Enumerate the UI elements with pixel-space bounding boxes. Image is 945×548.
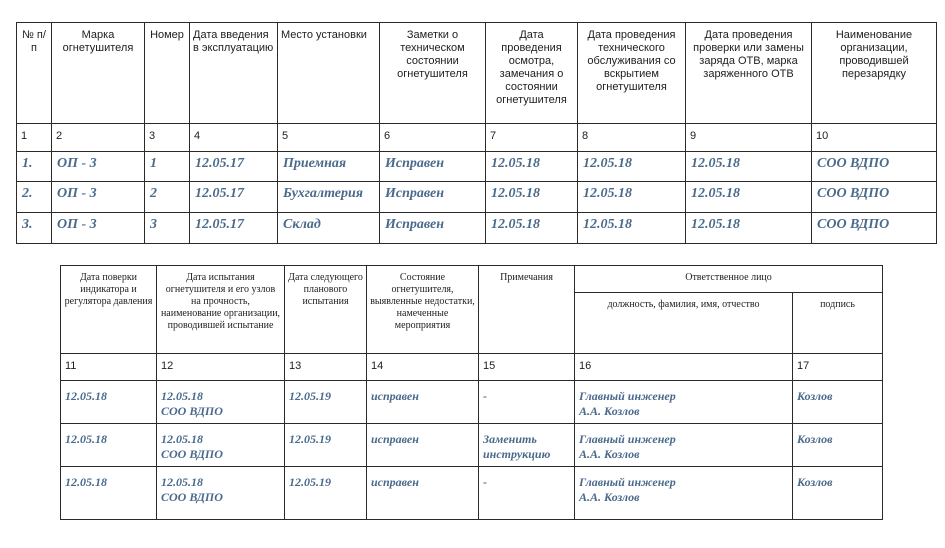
table-cell xyxy=(793,381,883,424)
table-row xyxy=(61,467,883,520)
table-cell: 12.05.18 xyxy=(486,182,578,213)
table-cell xyxy=(367,424,479,467)
column-number: 13 xyxy=(285,354,367,381)
cell-line: А.А. Козлов xyxy=(579,490,640,504)
col-header: подпись xyxy=(793,293,883,354)
inspection-table xyxy=(60,265,883,520)
table-cell: 12.05.17 xyxy=(190,213,278,244)
col-header: Номер xyxy=(145,23,190,124)
col-header: № п/п xyxy=(17,23,52,124)
table-cell xyxy=(157,424,285,467)
table-cell: 2. xyxy=(17,182,52,213)
table-cell: 12.05.18 xyxy=(686,182,812,213)
table-cell: 3. xyxy=(17,213,52,244)
cell-text: 12.05.19 xyxy=(289,389,331,403)
responsible-person-header: Ответственное лицо xyxy=(575,266,883,293)
table-row xyxy=(17,182,937,213)
table-cell: СОО ВДПО xyxy=(812,152,937,182)
table-cell: ОП - 3 xyxy=(52,213,145,244)
col-header: Дата проведения осмотра, замечания о состоянии огнетушителя xyxy=(486,23,578,124)
table-cell xyxy=(575,467,793,520)
column-number: 9 xyxy=(686,124,812,152)
table-cell: 1 xyxy=(145,152,190,182)
table-cell: 2 xyxy=(145,182,190,213)
cell-text: исправен xyxy=(371,389,419,403)
table-cell: Склад xyxy=(278,213,380,244)
table-cell xyxy=(157,467,285,520)
col-header: Дата следующего планового испытания xyxy=(285,266,367,354)
table-cell: СОО ВДПО xyxy=(812,182,937,213)
col-header: Дата проведения проверки или замены заряда ОТВ, марка заряженного ОТВ xyxy=(686,23,812,124)
table-cell: ОП - 3 xyxy=(52,182,145,213)
column-number: 10 xyxy=(812,124,937,152)
table-cell xyxy=(793,467,883,520)
extinguisher-register-table xyxy=(16,22,937,244)
cell-line: Главный инженер xyxy=(579,475,676,489)
cell-text: Козлов xyxy=(797,432,833,446)
column-number: 2 xyxy=(52,124,145,152)
column-number: 3 xyxy=(145,124,190,152)
table-cell: Исправен xyxy=(380,213,486,244)
table-cell: Бухгалтерия xyxy=(278,182,380,213)
cell-line: СОО ВДПО xyxy=(161,447,223,461)
column-number: 5 xyxy=(278,124,380,152)
table-cell xyxy=(479,424,575,467)
cell-text: Козлов xyxy=(797,389,833,403)
column-number: 14 xyxy=(367,354,479,381)
table-cell: Исправен xyxy=(380,152,486,182)
table-cell: 1. xyxy=(17,152,52,182)
table-cell: 12.05.18 xyxy=(686,213,812,244)
cell-text: Козлов xyxy=(797,475,833,489)
table-cell xyxy=(479,381,575,424)
cell-text: 12.05.18 xyxy=(65,432,107,446)
table-cell: 3 xyxy=(145,213,190,244)
table-row xyxy=(61,381,883,424)
table-cell: ОП - 3 xyxy=(52,152,145,182)
column-number: 12 xyxy=(157,354,285,381)
table-cell xyxy=(61,424,157,467)
table-cell: СОО ВДПО xyxy=(812,213,937,244)
cell-line: СОО ВДПО xyxy=(161,490,223,504)
table-cell: 12.05.17 xyxy=(190,182,278,213)
cell-line: Главный инженер xyxy=(579,389,676,403)
cell-line: А.А. Козлов xyxy=(579,404,640,418)
cell-line: - xyxy=(483,389,487,403)
cell-line: А.А. Козлов xyxy=(579,447,640,461)
col-header: должность, фамилия, имя, отчество xyxy=(575,293,793,354)
col-header: Дата поверки индикатора и регулятора давления xyxy=(61,266,157,354)
column-number: 6 xyxy=(380,124,486,152)
table-cell xyxy=(367,467,479,520)
table-cell: 12.05.18 xyxy=(486,152,578,182)
table-cell xyxy=(575,381,793,424)
column-number-row xyxy=(17,124,937,152)
column-number: 11 xyxy=(61,354,157,381)
cell-line: Заменить xyxy=(483,432,537,446)
cell-text: исправен xyxy=(371,432,419,446)
cell-line: инструкцию xyxy=(483,447,551,461)
column-number: 7 xyxy=(486,124,578,152)
table-cell: Исправен xyxy=(380,182,486,213)
cell-line: Главный инженер xyxy=(579,432,676,446)
column-number: 17 xyxy=(793,354,883,381)
table-cell xyxy=(157,381,285,424)
header-row xyxy=(17,23,937,124)
table-cell xyxy=(285,381,367,424)
col-header: Дата проведения технического обслуживания со вскрытием огнетушителя xyxy=(578,23,686,124)
table-cell: 12.05.18 xyxy=(486,213,578,244)
table-cell xyxy=(367,381,479,424)
table-cell: 12.05.18 xyxy=(578,152,686,182)
table-cell: Приемная xyxy=(278,152,380,182)
column-number: 16 xyxy=(575,354,793,381)
table-cell xyxy=(61,467,157,520)
column-number-row xyxy=(61,354,883,381)
table-row xyxy=(17,152,937,182)
cell-line: - xyxy=(483,475,487,489)
col-header: Примечания xyxy=(479,266,575,354)
column-number: 1 xyxy=(17,124,52,152)
cell-text: исправен xyxy=(371,475,419,489)
cell-line: 12.05.18 xyxy=(161,389,203,403)
table-cell xyxy=(575,424,793,467)
table-row xyxy=(61,424,883,467)
column-number: 15 xyxy=(479,354,575,381)
cell-text: 12.05.19 xyxy=(289,432,331,446)
col-header: Дата испытания огнетушителя и его узлов на прочность, наименование организации, проводившей испытание xyxy=(157,266,285,354)
table-cell xyxy=(793,424,883,467)
cell-text: 12.05.18 xyxy=(65,475,107,489)
cell-text: 12.05.19 xyxy=(289,475,331,489)
col-header: Место установки xyxy=(278,23,380,124)
table-cell xyxy=(479,467,575,520)
col-header: Дата введения в эксплуатацию xyxy=(190,23,278,124)
table-cell: 12.05.18 xyxy=(578,213,686,244)
table-cell: 12.05.18 xyxy=(578,182,686,213)
cell-line: 12.05.18 xyxy=(161,475,203,489)
table-cell: 12.05.18 xyxy=(686,152,812,182)
column-number: 8 xyxy=(578,124,686,152)
table-row xyxy=(17,213,937,244)
column-number: 4 xyxy=(190,124,278,152)
table-cell xyxy=(61,381,157,424)
cell-line: СОО ВДПО xyxy=(161,404,223,418)
table-cell xyxy=(285,424,367,467)
col-header: Марка огнетушителя xyxy=(52,23,145,124)
cell-line: 12.05.18 xyxy=(161,432,203,446)
col-header: Наименование организации, проводившей перезарядку xyxy=(812,23,937,124)
table-cell: 12.05.17 xyxy=(190,152,278,182)
col-header: Заметки о техническом состоянии огнетушителя xyxy=(380,23,486,124)
col-header: Состояние огнетушителя, выявленные недостатки, намеченные мероприятия xyxy=(367,266,479,354)
table-cell xyxy=(285,467,367,520)
cell-text: 12.05.18 xyxy=(65,389,107,403)
header-row xyxy=(61,266,883,293)
